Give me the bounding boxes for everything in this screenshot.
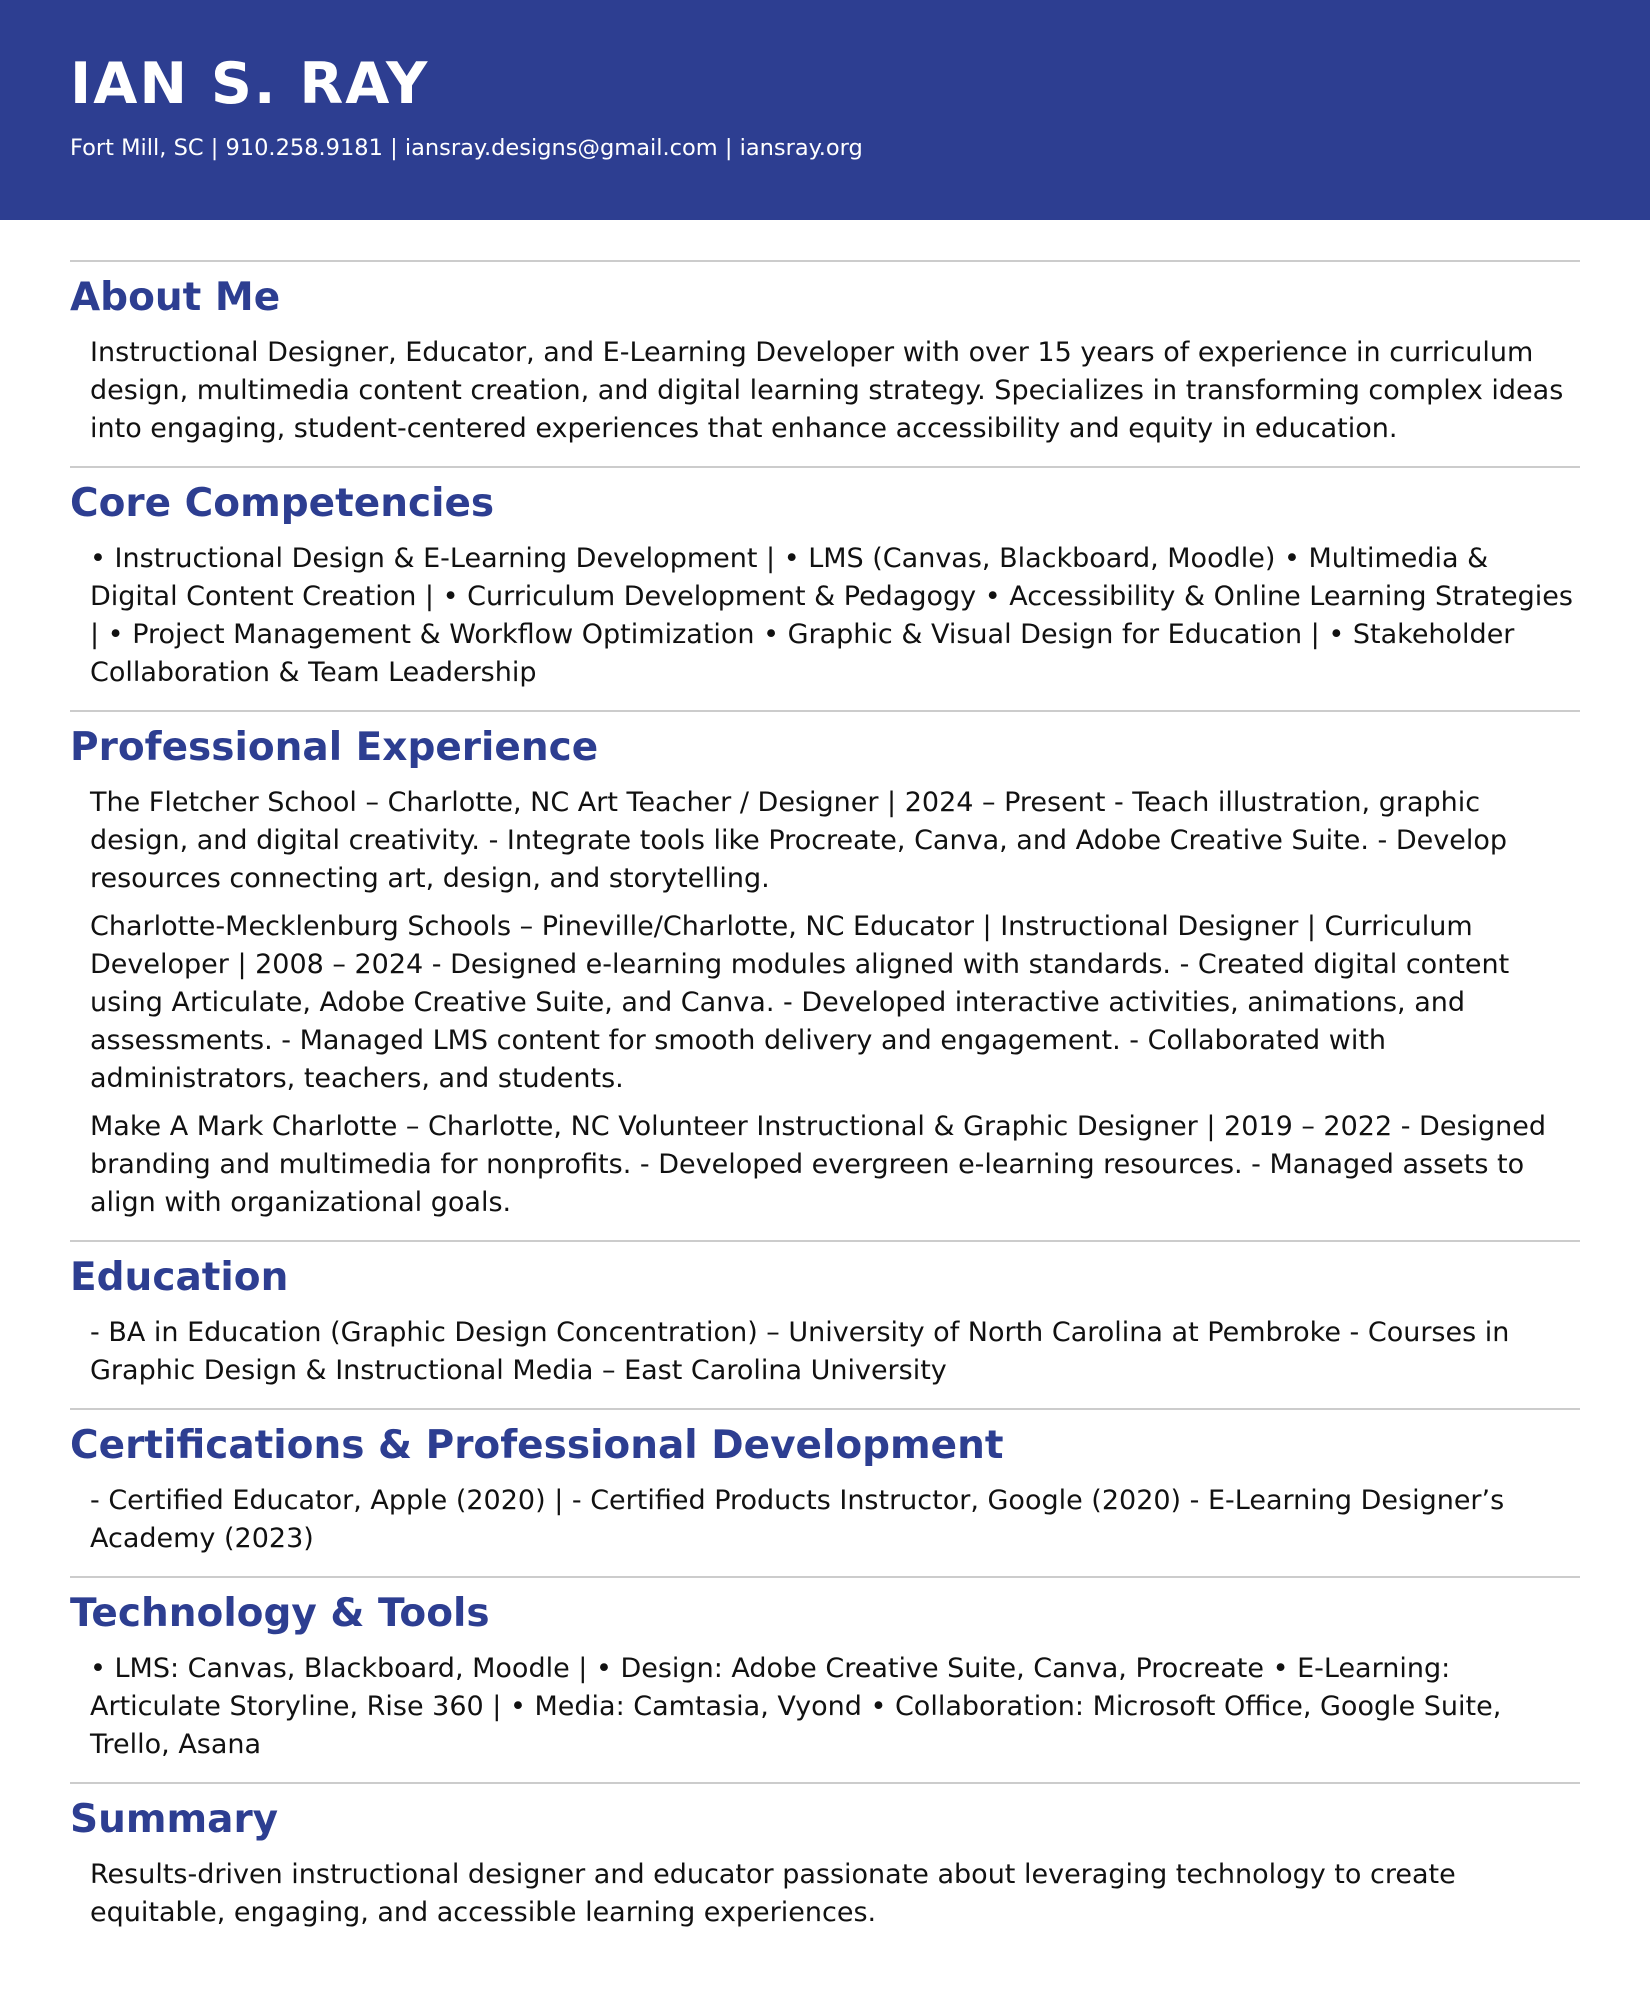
resume-header — [0, 0, 1650, 220]
resume-content — [0, 220, 1650, 1950]
section-certifications — [70, 1408, 1580, 1576]
experience-entry: Make A Mark Charlotte – Charlotte, NC Volunteer Instructional & Graphic Designer | 2019 – 2022 - Designed branding and multimedia for nonprofits. - Developed evergreen e-learning resources. - Managed assets to align with organizational goals. — [90, 1111, 1547, 1218]
section-title: Core Competencies — [70, 481, 495, 526]
section-education — [70, 1240, 1580, 1408]
section-title: Education — [70, 1255, 289, 1300]
section-paragraph: - BA in Education (Graphic Design Concentration) – University of North Carolina at Pembroke - Courses in Graphic Design & Instructional Media – East Carolina University — [90, 1317, 1510, 1386]
experience-entry: The Fletcher School – Charlotte, NC Art Teacher / Designer | 2024 – Present - Teach illustration, graphic design, and digital creativity. - Integrate tools like Procreate, Canva, and Adobe Creative Suite. - Develop resources connecting art, design, and storytelling. — [90, 787, 1508, 894]
section-title: Professional Experience — [70, 725, 599, 770]
section-paragraph: - Certified Educator, Apple (2020) | - Certified Products Instructor, Google (2020) - E-Learning Designer’s Academy (2023) — [90, 1485, 1505, 1554]
section-technology-tools — [70, 1576, 1580, 1782]
section-paragraph: Instructional Designer, Educator, and E-Learning Developer with over 15 years of experience in curriculum design, multimedia content creation, and digital learning strategy. Specializes in transforming complex ideas into engaging, student-centered experiences that enhance accessibility and equity in education. — [90, 337, 1564, 444]
candidate-name: IAN S. RAY — [70, 51, 430, 117]
experience-entry: Charlotte-Mecklenburg Schools – Pineville/Charlotte, NC Educator | Instructional Designer | Curriculum Developer | 2008 – 2024 - Designed e-learning modules aligned with standards. - Created digital content using Articulate, Adobe Creative Suite, and Canva. - Developed interactive activities, animations, and assessments. - Managed LMS content for smooth delivery and engagement. - Collaborated with administrators, teachers, and students. — [90, 911, 1510, 1094]
section-summary — [70, 1782, 1580, 1950]
section-title: Summary — [70, 1797, 279, 1842]
section-title: Technology & Tools — [70, 1591, 490, 1636]
contact-info: Fort Mill, SC | 910.258.9181 | iansray.designs@gmail.com | iansray.org — [70, 135, 863, 161]
section-title: About Me — [70, 275, 281, 320]
section-paragraph: • Instructional Design & E-Learning Development | • LMS (Canvas, Blackboard, Moodle) • Multimedia & Digital Content Creation | • Curriculum Development & Pedagogy • Accessibility & Online Learning Strategies | • Project Management & Workflow Optimization • Graphic & Visual Design for Education | • Stakeholder Collaboration & Team Leadership — [90, 543, 1573, 688]
section-core-competencies — [70, 466, 1580, 710]
section-paragraph: • LMS: Canvas, Blackboard, Moodle | • Design: Adobe Creative Suite, Canva, Procreate • E-Learning: Articulate Storyline, Rise 360 | • Media: Camtasia, Vyond • Collaboration: Microsoft Office, Google Suite, Trello, Asana — [90, 1653, 1502, 1760]
section-about-me — [70, 260, 1580, 466]
section-title: Certifications & Professional Development — [70, 1423, 1004, 1468]
section-professional-experience — [70, 710, 1580, 1240]
section-paragraph: Results-driven instructional designer and educator passionate about leveraging technology to create equitable, engaging, and accessible learning experiences. — [90, 1859, 1456, 1928]
